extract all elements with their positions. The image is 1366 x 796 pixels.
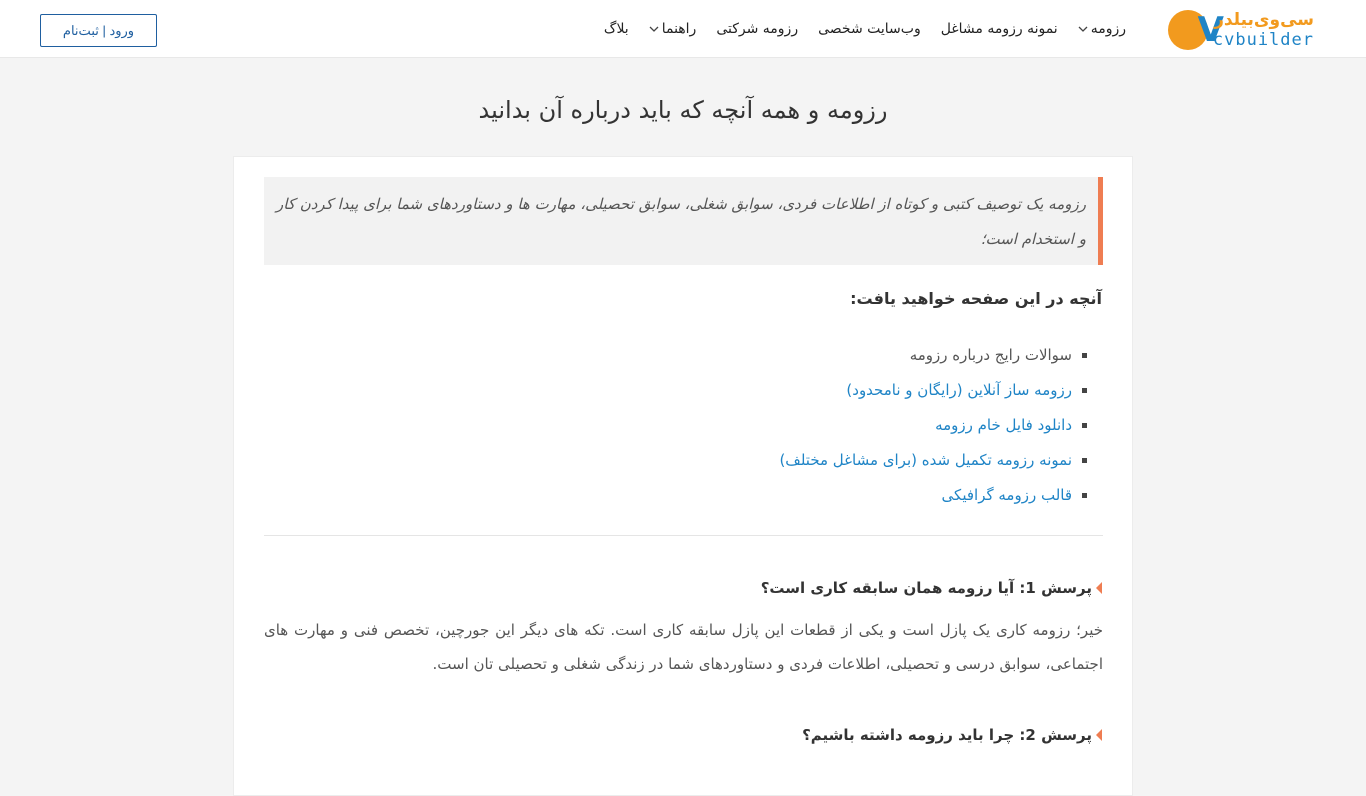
chevron-down-icon xyxy=(649,24,659,34)
toc-list xyxy=(502,339,1102,514)
divider xyxy=(264,535,1103,536)
nav-item-blog[interactable] xyxy=(604,21,629,37)
faq-question-text: پرسش 2: چرا باید رزومه داشته باشیم؟ xyxy=(802,726,1092,744)
faq-question-2 xyxy=(802,726,1102,744)
nav-item-label: راهنما xyxy=(661,21,697,37)
chevron-down-icon xyxy=(1078,24,1088,34)
main-nav xyxy=(604,0,1126,58)
nav-item-label: نمونه رزومه مشاغل xyxy=(940,21,1058,37)
nav-item-resume[interactable] xyxy=(1078,21,1126,37)
cvbuilder-logo[interactable] xyxy=(1168,10,1314,52)
triangle-bullet-icon xyxy=(1096,582,1102,594)
page-title: رزومه و همه آنچه که باید درباره آن بدانید xyxy=(478,96,888,124)
nav-item-label: وب‌سایت شخصی xyxy=(818,21,921,37)
nav-item-company-resume[interactable] xyxy=(716,21,798,37)
toc-heading: آنچه در این صفحه خواهید یافت: xyxy=(850,289,1102,308)
nav-item-label: بلاگ xyxy=(603,21,629,37)
logo-text-fa: سی‌وی‌بیلدر xyxy=(1214,10,1314,30)
faq-question-text: پرسش 1: آیا رزومه همان سابقه کاری است؟ xyxy=(760,579,1092,597)
logo-text-en: cvbuilder xyxy=(1212,30,1314,50)
toc-item-link[interactable]: قالب رزومه گرافیکی xyxy=(502,479,1102,514)
nav-item-label: رزومه xyxy=(1090,21,1126,37)
faq-answer-1: خیر؛ رزومه کاری یک پازل است و یکی از قطعات این پازل سابقه کاری است. تکه های دیگر این جورچین، تخصص فنی و مهارت های اجتماعی، سوابق درسی و تحصیلی، اطلاعات فردی و دستاوردهای شما در زندگی شغلی و تحصیلی تان است. xyxy=(264,621,1103,673)
nav-item-label: رزومه شرکتی xyxy=(716,21,799,37)
toc-item-link[interactable]: نمونه رزومه تکمیل شده (برای مشاغل مختلف) xyxy=(502,444,1102,479)
login-register-button[interactable]: ورود | ثبت‌نام xyxy=(40,14,157,47)
nav-item-job-samples[interactable] xyxy=(941,21,1058,37)
toc-item-link[interactable]: رزومه ساز آنلاین (رایگان و نامحدود) xyxy=(502,374,1102,409)
site-header xyxy=(0,0,1366,58)
article-card xyxy=(233,156,1133,796)
triangle-bullet-icon xyxy=(1096,729,1102,741)
nav-item-guide[interactable] xyxy=(649,21,697,37)
toc-item-link[interactable]: دانلود فایل خام رزومه xyxy=(502,409,1102,444)
intro-quote: رزومه یک توصیف کتبی و کوتاه از اطلاعات فردی، سوابق شغلی، سوابق تحصیلی، مهارت ها و دستاوردهای شما برای پیدا کردن کار و استخدام است؛ xyxy=(264,177,1103,265)
logo-v-icon: V xyxy=(1197,10,1224,50)
nav-item-personal-website[interactable] xyxy=(818,21,921,37)
toc-item: سوالات رایج درباره رزومه xyxy=(502,339,1102,374)
faq-question-1 xyxy=(761,579,1102,597)
